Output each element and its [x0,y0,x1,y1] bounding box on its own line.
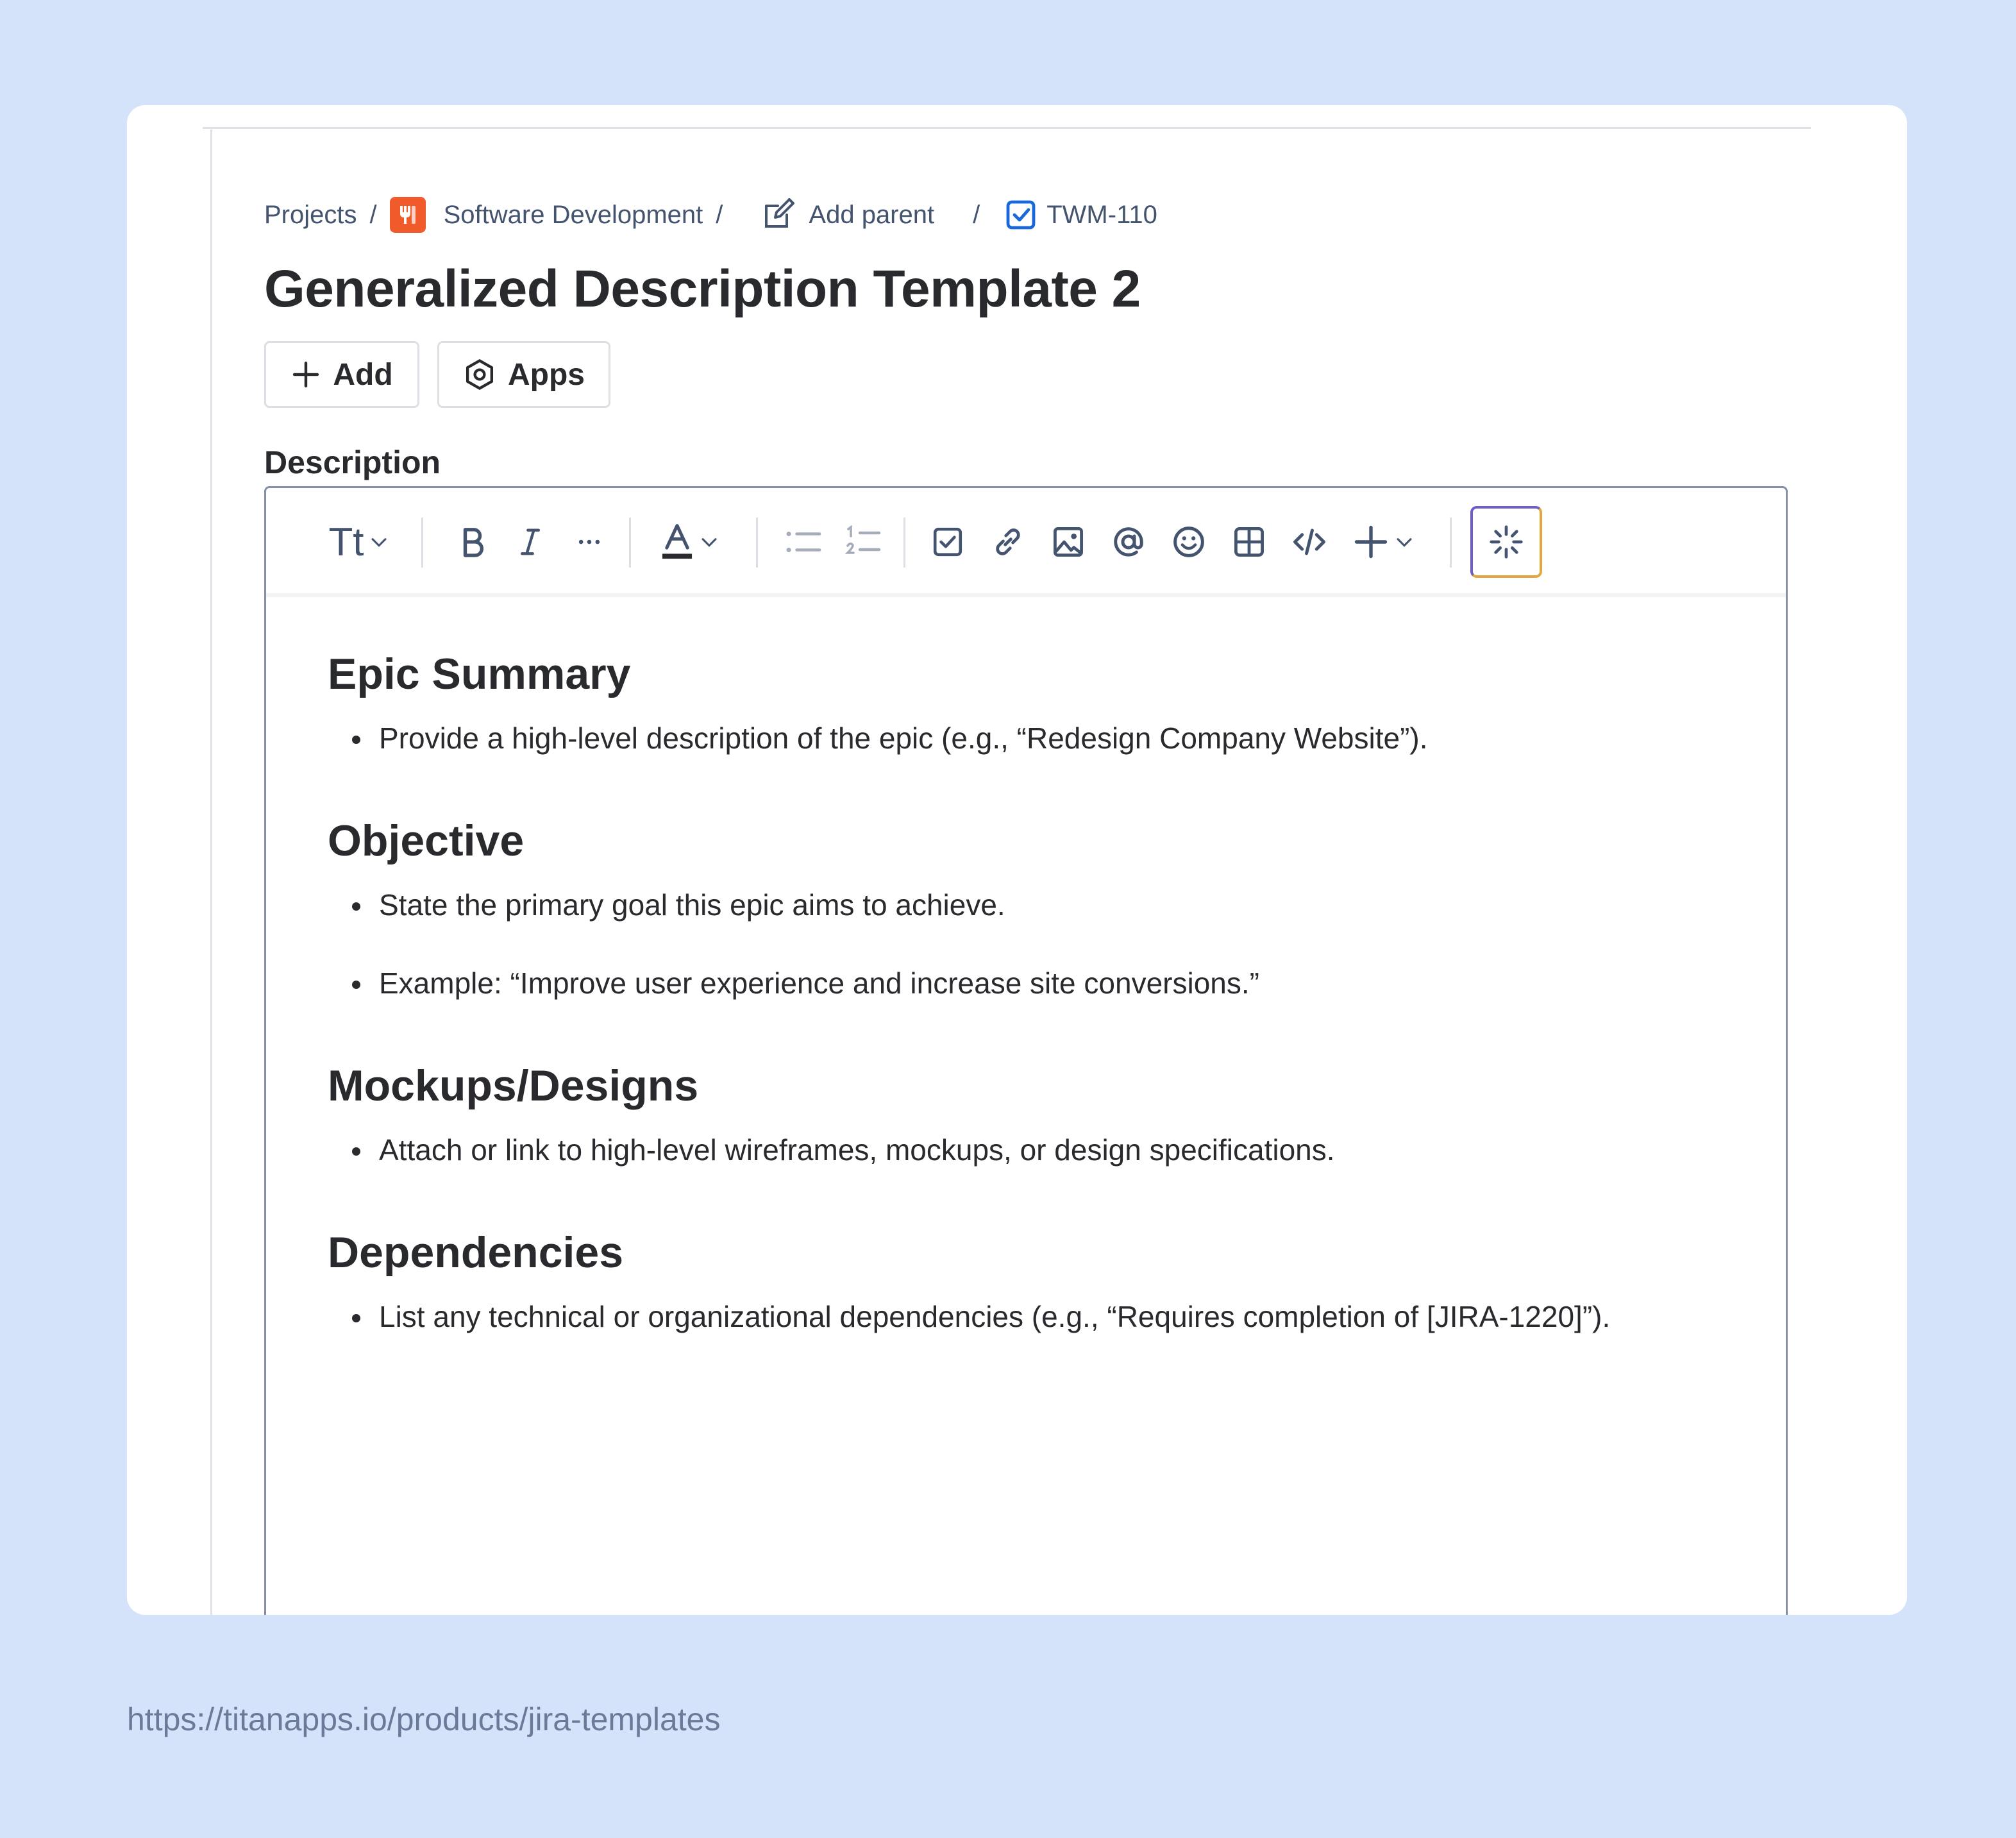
action-item-button[interactable] [921,514,974,570]
emoji-button[interactable] [1163,514,1215,570]
add-parent-label: Add parent [809,200,935,229]
table-button[interactable] [1223,514,1275,570]
issue-key-label: TWM-110 [1046,200,1157,229]
list-item: Attach or link to high-level wireframes, mockups, or design specifications. [328,1124,1738,1176]
add-button[interactable] [264,341,419,408]
bold-icon [458,526,487,558]
toolbar-divider [903,518,905,568]
more-icon [575,528,603,556]
breadcrumb-issue-key[interactable] [1005,199,1157,230]
chevron-down-icon [698,531,720,553]
section-heading: Mockups/Designs [328,1061,699,1110]
text-color-icon [659,523,696,561]
image-button[interactable] [1042,514,1095,570]
breadcrumb-projects[interactable]: Projects [264,200,357,229]
apps-button-label: Apps [508,357,585,392]
add-parent-button[interactable] [761,198,934,232]
issue-card [127,105,1907,1615]
page-title[interactable]: Generalized Description Template 2 [264,260,1141,318]
divider [210,130,212,1615]
section-mockups-designs [328,1047,1738,1176]
ai-assistant-button[interactable] [1470,506,1542,578]
divider [203,127,1811,129]
text-style-dropdown[interactable] [324,514,394,570]
toolbar-divider [421,518,423,568]
emoji-icon [1172,525,1206,559]
italic-button[interactable] [505,514,556,570]
edit-icon [761,198,794,232]
section-heading: Dependencies [328,1228,624,1277]
table-icon [1232,525,1266,559]
bullet-list-icon [784,526,823,558]
code-button[interactable] [1283,514,1336,570]
list-item: State the primary goal this epic aims to achieve. [328,879,1738,931]
text-style-label: Tt [328,519,364,564]
insert-dropdown[interactable] [1346,514,1423,570]
ai-sparkle-icon [1488,524,1524,560]
breadcrumb-separator: / [369,200,377,229]
link-icon [991,525,1025,559]
more-formatting-button[interactable] [564,514,615,570]
list-item: List any technical or organizational dependencies (e.g., “Requires completion of [JIRA-1220]”). [328,1291,1636,1342]
mention-button[interactable] [1102,514,1155,570]
description-content[interactable] [328,636,1738,1369]
numbered-list-icon [844,525,883,559]
numbered-list-button[interactable] [837,514,891,570]
description-label: Description [264,444,441,480]
plus-icon [290,359,321,390]
breadcrumb-separator: / [716,200,723,229]
section-heading: Objective [328,816,525,865]
breadcrumb [264,186,1157,244]
italic-icon [516,526,544,558]
bullet-list-button[interactable] [777,514,830,570]
breadcrumb-separator: / [973,200,980,229]
plus-icon [1354,525,1388,559]
toolbar-divider [756,518,758,568]
toolbar-divider [1450,518,1452,568]
text-color-dropdown[interactable] [651,514,728,570]
apps-button[interactable] [437,341,610,408]
section-dependencies [328,1214,1738,1342]
toolbar-divider [629,518,631,568]
description-editor[interactable] [264,486,1788,1615]
list-item: Example: “Improve user experience and increase site conversions.” [328,957,1738,1009]
section-objective [328,802,1738,1009]
add-button-label: Add [333,357,393,392]
apps-icon [463,358,496,391]
link-button[interactable] [982,514,1034,570]
editor-toolbar [266,488,1786,597]
list-item: Provide a high-level description of the epic (e.g., “Redesign Company Website”). [328,712,1738,764]
bold-button[interactable] [447,514,498,570]
mention-icon [1111,525,1146,559]
project-icon [390,197,426,233]
image-icon [1052,525,1085,559]
breadcrumb-project-label: Software Development [443,200,703,229]
chevron-down-icon [1393,531,1415,553]
code-icon [1292,525,1327,559]
source-url: https://titanapps.io/products/jira-templates [127,1701,721,1737]
breadcrumb-project[interactable] [390,197,703,233]
task-icon [1005,199,1036,230]
checkbox-icon [932,526,964,558]
section-epic-summary [328,636,1738,764]
section-heading: Epic Summary [328,650,631,698]
chevron-down-icon [368,531,390,553]
